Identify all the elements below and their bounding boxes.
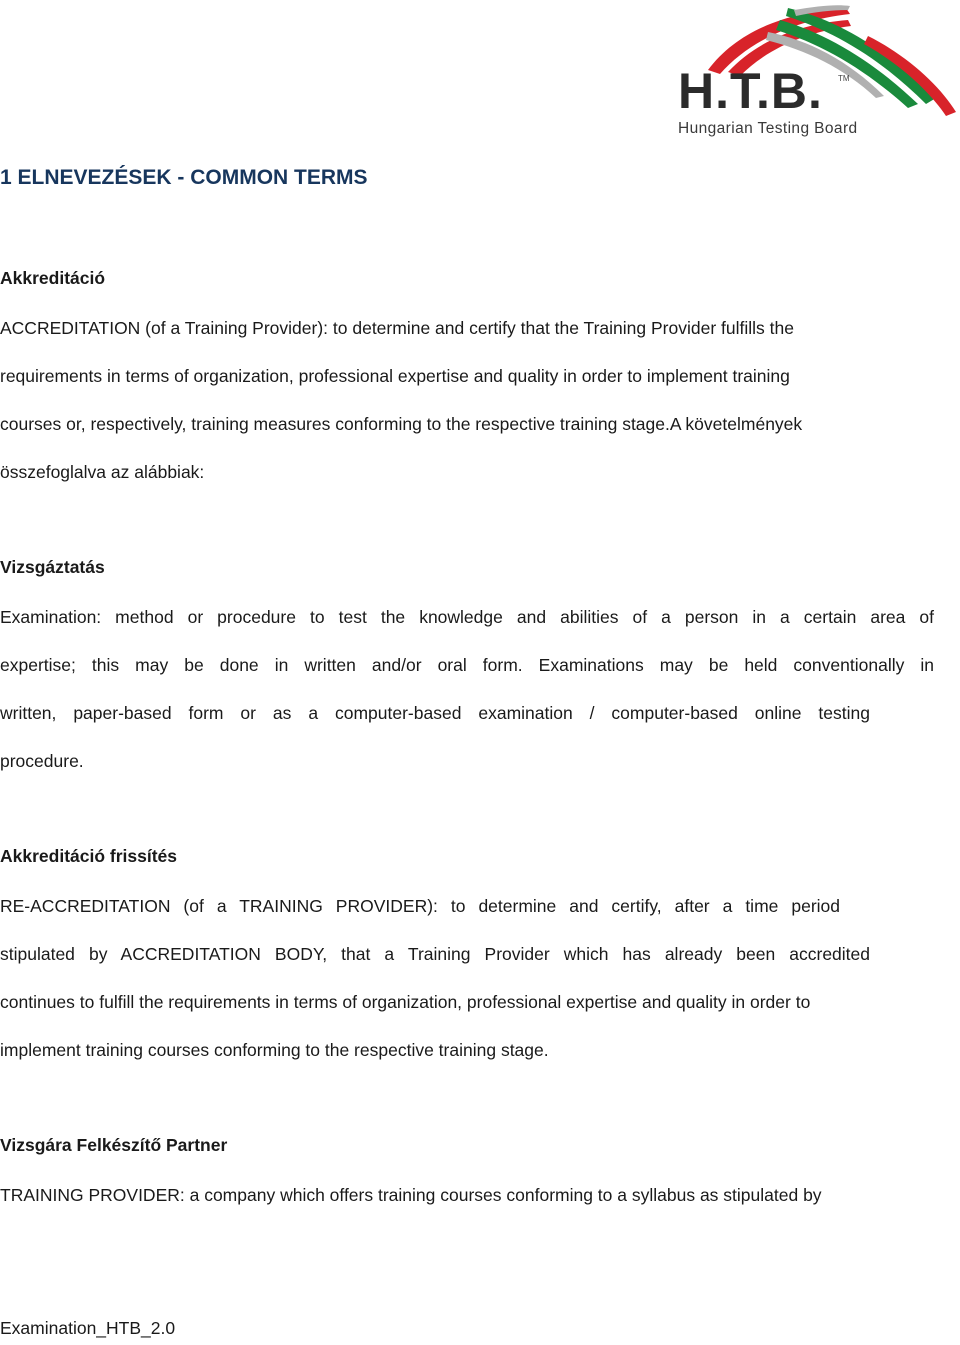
logo-letters: H.T.B. xyxy=(678,63,823,119)
definition-line: implement training courses conforming to the respective training stage. xyxy=(0,1040,549,1060)
footer-document-id: Examination_HTB_2.0 xyxy=(0,1318,176,1338)
definition-line: összefoglalva az alábbiak: xyxy=(0,462,205,482)
term-title: Akkreditáció frissítés xyxy=(0,846,178,866)
page-title: 1 ELNEVEZÉSEK - COMMON TERMS xyxy=(0,166,368,189)
term-definition xyxy=(0,304,934,496)
term-definition xyxy=(0,1171,934,1219)
htb-logo xyxy=(668,0,960,145)
term-title: Vizsgáztatás xyxy=(0,557,105,577)
term-title: Vizsgára Felkészítő Partner xyxy=(0,1135,228,1155)
term-definition xyxy=(0,593,934,785)
term-definition xyxy=(0,882,934,1074)
definition-line: RE-ACCREDITATION (of a TRAINING PROVIDER): to determine and certify, after a time period xyxy=(0,896,840,916)
logo-subtitle: Hungarian Testing Board xyxy=(678,120,858,137)
term-title: Akkreditáció xyxy=(0,268,106,288)
definition-line: courses or, respectively, training measures conforming to the respective training stage.A követelmények xyxy=(0,414,803,434)
definition-line: written, paper-based form or as a computer-based examination / computer-based online testing xyxy=(0,703,870,723)
logo-trademark: TM xyxy=(838,74,850,83)
definition-line: Examination: method or procedure to test the knowledge and abilities of a person in a certain area of xyxy=(0,607,934,627)
definition-line: procedure. xyxy=(0,751,84,771)
definition-line: TRAINING PROVIDER: a company which offers training courses conforming to a syllabus as stipulated by xyxy=(0,1185,822,1205)
definition-line: ACCREDITATION (of a Training Provider): to determine and certify that the Training Provider fulfills the xyxy=(0,318,794,338)
definition-line: continues to fulfill the requirements in terms of organization, professional expertise and quality in order to xyxy=(0,992,811,1012)
definition-line: stipulated by ACCREDITATION BODY, that a Training Provider which has already been accredited xyxy=(0,944,870,964)
definition-line: requirements in terms of organization, professional expertise and quality in order to implement training xyxy=(0,366,790,386)
definition-line: expertise; this may be done in written and/or oral form. Examinations may be held conventionally in xyxy=(0,655,934,675)
